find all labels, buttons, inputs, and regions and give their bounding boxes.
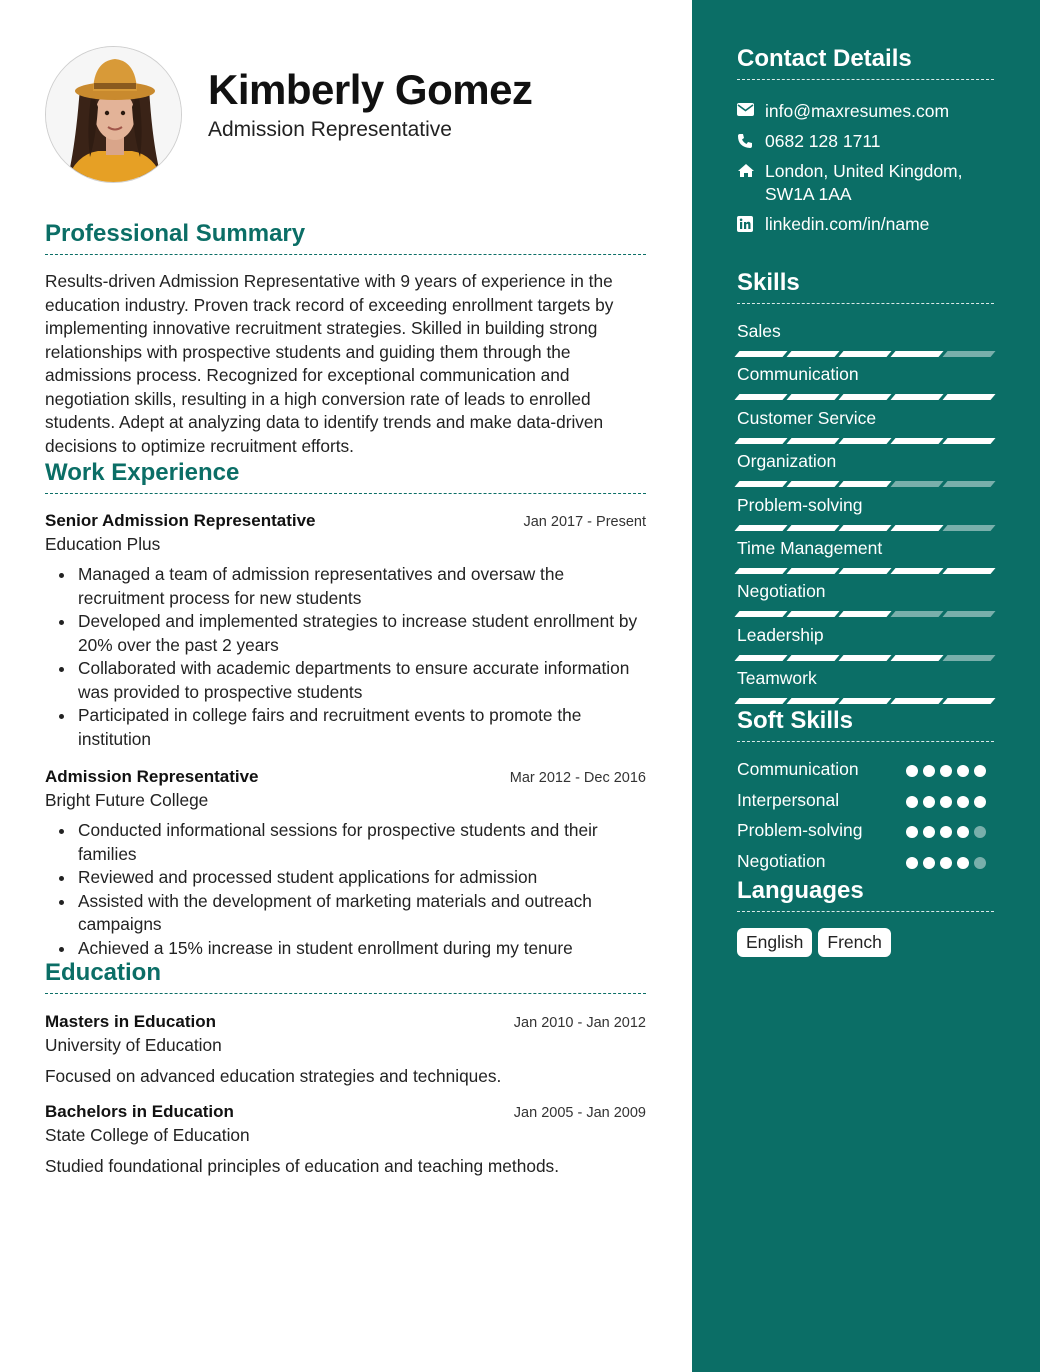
skill-bar-segment [942,351,995,357]
rating-dot [923,765,935,777]
skill-item [737,581,994,617]
soft-skill-name: Problem-solving [737,820,863,840]
education-heading: Education [45,959,646,994]
list-item: Collaborated with academic departments to ensure accurate information was provided to prospective students [45,657,646,704]
skill-name: Problem-solving [737,495,863,515]
skill-bar-segment [734,655,787,661]
rating-dot [906,857,918,869]
skill-bar-segment [890,481,943,487]
contact-heading: Contact Details [737,45,994,80]
contact-email[interactable] [737,100,994,123]
rating-dot [957,857,969,869]
rating-dot [923,826,935,838]
skill-item [737,408,994,444]
job-date: Mar 2012 - Dec 2016 [509,770,646,786]
skill-bar-segment [890,568,943,574]
contact-address [737,160,994,206]
degree-name: Masters in Education [45,1012,216,1031]
skill-level-bars [737,394,994,400]
job-entry [45,511,646,751]
skill-level-bars [737,525,994,531]
skill-item [737,451,994,487]
phone-icon [737,130,765,153]
skill-bar-segment [942,525,995,531]
soft-skill-name: Negotiation [737,851,826,871]
linkedin-text: linkedin.com/in/name [765,214,930,234]
rating-dot [906,796,918,808]
soft-skill-name: Interpersonal [737,790,840,810]
skill-level-bars [737,438,994,444]
skill-bar-segment [734,568,787,574]
skill-bar-segment [942,438,995,444]
summary-text: Results-driven Admission Representative with 9 years of experience in the education industry. Proven track record of exceeding enrollment targets by implementing innovative recruitment strategies. Skilled in building strong relationships with prospective students and guiding them through the admissions process. Recognized for exceptional communication and negotiation skills, resulting in a high conversion rate of leads to enrolled students. Adept at analyzing data to identify trends and make data-driven decisions to optimize recruitment efforts. [45,271,614,456]
rating-dot [957,796,969,808]
skill-bar-segment [942,698,995,704]
skill-bar-segment [942,394,995,400]
soft-skill-rating-dots [906,826,986,838]
skill-bar-segment [942,568,995,574]
education-description: Focused on advanced education strategies and techniques. [45,1066,502,1086]
rating-dot [974,857,986,869]
skill-level-bars [737,481,994,487]
skill-bar-segment [838,394,891,400]
skill-bar-segment [890,351,943,357]
skill-bar-segment [838,481,891,487]
education-entry [45,1012,646,1087]
skill-bar-segment [786,655,839,661]
skill-item [737,364,994,400]
contact-phone[interactable] [737,130,994,153]
job-role: Admission Representative [45,767,259,786]
rating-dot [906,826,918,838]
sidebar [692,0,1040,1372]
rating-dot [940,765,952,777]
job-company: Education Plus [45,534,161,554]
list-item: Reviewed and processed student applications for admission [45,866,646,890]
job-date: Jan 2017 - Present [523,514,646,530]
soft-skill-rating-dots [906,857,986,869]
skill-bar-segment [734,481,787,487]
skill-item [737,625,994,661]
skill-item [737,495,994,531]
soft-skill-rating-dots [906,796,986,808]
skill-bar-segment [734,394,787,400]
skill-bar-segment [786,481,839,487]
rating-dot [940,796,952,808]
skill-bar-segment [890,394,943,400]
envelope-icon [737,100,765,123]
rating-dot [957,765,969,777]
skill-name: Teamwork [737,668,817,688]
rating-dot [940,826,952,838]
skill-bar-segment [838,698,891,704]
skill-bar-segment [890,611,943,617]
skill-name: Customer Service [737,408,877,428]
soft-skill-rating-dots [906,765,986,777]
candidate-title: Admission Representative [208,118,452,141]
skill-level-bars [737,698,994,704]
phone-text: 0682 128 1711 [765,131,881,151]
languages-list [737,928,891,957]
skill-bar-segment [890,525,943,531]
language-tag: English [737,928,812,957]
job-bullets [45,563,646,751]
skill-bar-segment [786,611,839,617]
language-tag: French [818,928,890,957]
skill-item [737,538,994,574]
address-text: London, United Kingdom, SW1A 1AA [765,161,963,204]
education-entry [45,1102,646,1177]
skill-name: Sales [737,321,781,341]
skill-bar-segment [838,655,891,661]
rating-dot [923,796,935,808]
skill-bar-segment [942,611,995,617]
skill-bar-segment [734,611,787,617]
list-item: Conducted informational sessions for prospective students and their families [45,819,646,866]
skill-item [737,668,994,704]
skill-bar-segment [786,568,839,574]
home-icon [737,160,765,206]
school-name: University of Education [45,1035,222,1055]
skill-level-bars [737,611,994,617]
work-heading: Work Experience [45,459,646,494]
soft-skill-name: Communication [737,759,859,779]
rating-dot [923,857,935,869]
skill-bar-segment [942,481,995,487]
skill-name: Time Management [737,538,883,558]
education-date: Jan 2010 - Jan 2012 [513,1015,646,1031]
skill-bar-segment [734,438,787,444]
rating-dot [940,857,952,869]
skill-name: Leadership [737,625,824,645]
skill-bar-segment [838,438,891,444]
rating-dot [906,765,918,777]
job-entry [45,767,646,960]
education-description: Studied foundational principles of education and teaching methods. [45,1156,559,1176]
list-item: Assisted with the development of marketing materials and outreach campaigns [45,890,646,937]
skill-bar-segment [838,351,891,357]
job-company: Bright Future College [45,790,209,810]
school-name: State College of Education [45,1125,250,1145]
languages-heading: Languages [737,877,994,912]
profile-photo [45,46,182,183]
skill-bar-segment [786,351,839,357]
education-date: Jan 2005 - Jan 2009 [513,1105,646,1121]
skill-level-bars [737,351,994,357]
rating-dot [957,826,969,838]
skill-item [737,321,994,357]
skill-bar-segment [838,611,891,617]
skill-name: Organization [737,451,837,471]
skill-bar-segment [890,655,943,661]
skill-name: Negotiation [737,581,826,601]
degree-name: Bachelors in Education [45,1102,234,1121]
summary-heading: Professional Summary [45,220,646,255]
skill-name: Communication [737,364,859,384]
rating-dot [974,765,986,777]
skill-bar-segment [786,698,839,704]
skill-bar-segment [942,655,995,661]
skill-bar-segment [838,568,891,574]
skill-bar-segment [786,394,839,400]
rating-dot [974,826,986,838]
skill-level-bars [737,568,994,574]
linkedin-icon [737,213,765,236]
skill-bar-segment [838,525,891,531]
soft-skill-item [737,759,994,789]
skill-bar-segment [734,698,787,704]
skill-bar-segment [734,525,787,531]
list-item: Achieved a 15% increase in student enrollment during my tenure [45,937,646,961]
skill-bar-segment [734,351,787,357]
list-item: Participated in college fairs and recruitment events to promote the institution [45,704,646,751]
candidate-name: Kimberly Gomez [208,66,533,113]
skill-bar-segment [890,438,943,444]
email-text: info@maxresumes.com [765,101,950,121]
list-item: Developed and implemented strategies to increase student enrollment by 20% over the past 2 years [45,610,646,657]
soft-skill-item [737,820,994,850]
rating-dot [974,796,986,808]
soft-skill-item [737,790,994,820]
skill-bar-segment [786,438,839,444]
job-role: Senior Admission Representative [45,511,316,530]
avatar-illustration [46,47,182,183]
skill-level-bars [737,655,994,661]
skill-bar-segment [786,525,839,531]
list-item: Managed a team of admission representatives and oversaw the recruitment process for new students [45,563,646,610]
job-bullets [45,819,646,960]
contact-linkedin[interactable] [737,213,994,236]
soft-skills-heading: Soft Skills [737,707,994,742]
skills-heading: Skills [737,269,994,304]
skill-bar-segment [890,698,943,704]
